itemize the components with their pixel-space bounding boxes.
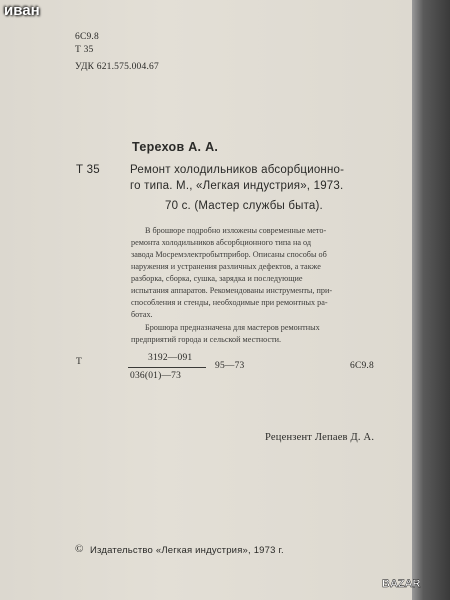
classification-letter: Т xyxy=(76,357,83,367)
annotation-line: наружения и устранения различных дефектов, а также xyxy=(131,262,321,271)
annotation-line: разборка, сборка, сушка, зарядка и последующие xyxy=(131,274,303,283)
annotation-line: ботах. xyxy=(131,310,153,319)
title-line-2: го типа. М., «Легкая индустрия», 1973. xyxy=(130,180,344,192)
annotation-line: ремонта холодильников абсорбционного типа на од xyxy=(131,238,312,247)
annotation-line: В брошюре подробно изложены современные мето- xyxy=(145,226,327,235)
watermark-text: иван xyxy=(4,2,40,19)
copyright-icon: © xyxy=(75,543,84,555)
publisher: Издательство «Легкая индустрия», 1973 г. xyxy=(90,545,284,556)
title-line-1: Ремонт холодильников абсорбционно- xyxy=(130,164,345,176)
catalog-code: 6С9.8 xyxy=(75,32,99,42)
udk-code: УДК 621.575.004.67 xyxy=(75,62,159,72)
author-name: Терехов А. А. xyxy=(132,140,219,154)
purpose-line: предприятий города и сельской местности. xyxy=(131,335,282,344)
page-count: 70 с. (Мастер службы быта). xyxy=(165,200,323,212)
classification-numerator: 3192—091 xyxy=(148,353,193,363)
classification-code: 6С9.8 xyxy=(350,361,374,371)
classification-denominator: 036(01)—73 xyxy=(130,371,182,381)
entry-code: Т 35 xyxy=(76,164,100,176)
annotation-line: способления и стенды, необходимые при ремонтных ра- xyxy=(131,298,328,307)
purpose-line: Брошюра предназначена для мастеров ремонтных xyxy=(145,323,320,332)
classification-middle: 95—73 xyxy=(215,361,245,371)
logo-text: BAZAR xyxy=(382,578,421,590)
catalog-index: Т 35 xyxy=(75,45,94,55)
book-edge-shadow xyxy=(412,0,450,600)
annotation-line: завода Мосремэлектробытприбор. Описаны способы об xyxy=(131,250,327,259)
bazar-logo-icon xyxy=(380,572,444,594)
annotation-line: испытания аппаратов. Рекомендованы инструменты, при- xyxy=(131,286,333,295)
fraction-line xyxy=(128,367,206,368)
reviewer: Рецензент Лепаев Д. А. xyxy=(265,432,375,443)
